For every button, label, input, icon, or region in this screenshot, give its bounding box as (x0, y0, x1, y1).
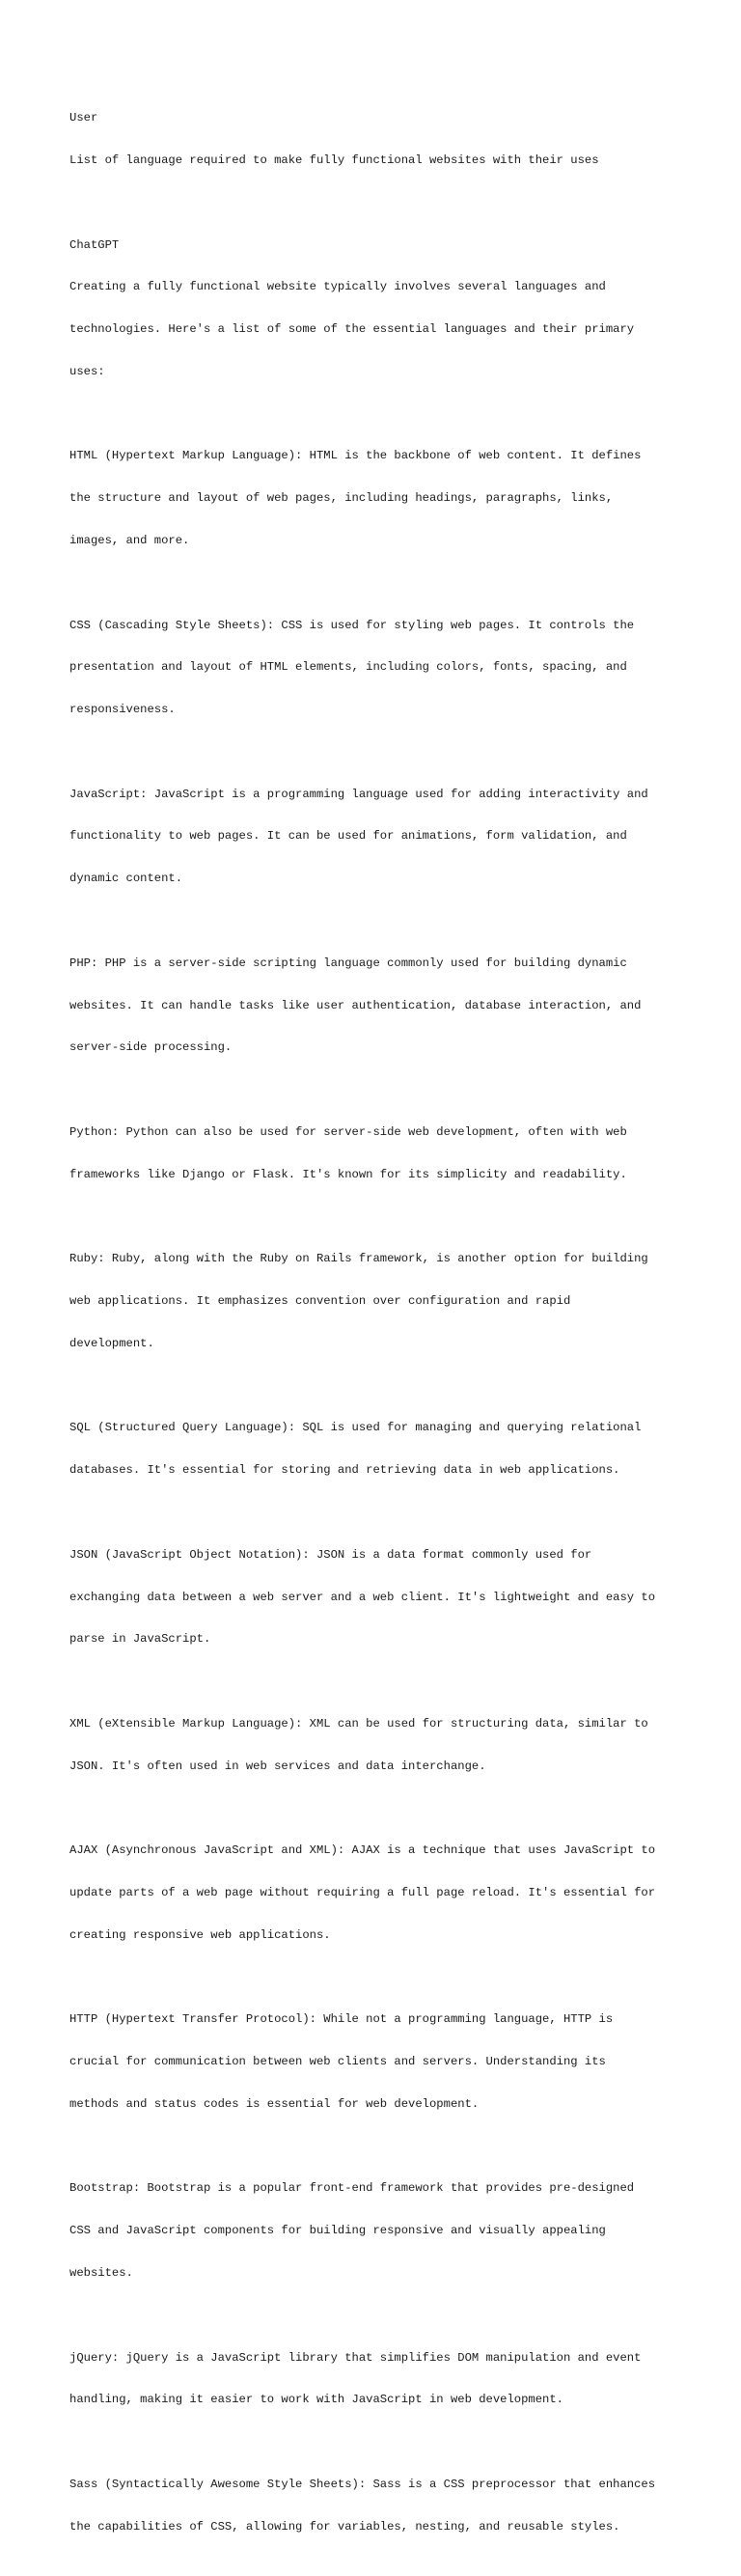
item-line: Bootstrap: Bootstrap is a popular front-end framework that provides pre-designed (69, 2181, 635, 2196)
list-item-json (69, 1520, 687, 1676)
item-line: HTML (Hypertext Markup Language): HTML is the backbone of web content. It defines (69, 449, 642, 463)
item-line: server-side processing. (69, 1040, 233, 1055)
item-line: handling, making it easier to work with JavaScript in web development. (69, 2393, 563, 2407)
item-line: exchanging data between a web server and a web client. It's lightweight and easy to (69, 1590, 656, 1604)
item-line: Ruby: Ruby, along with the Ruby on Rails framework, is another option for building (69, 1252, 648, 1266)
list-item-javascript (69, 760, 687, 915)
item-line: responsiveness. (69, 703, 176, 717)
item-line: Sass (Syntactically Awesome Style Sheets): Sass is a CSS preprocessor that enhances (69, 2477, 656, 2491)
item-line: SQL (Structured Query Language): SQL is used for managing and querying relational (69, 1421, 642, 1435)
list-item-http (69, 1984, 687, 2140)
item-line: Python: Python can also be used for server-side web development, often with web (69, 1124, 627, 1139)
item-line: websites. It can handle tasks like user authentication, database interaction, and (69, 998, 642, 1012)
item-line: dynamic content. (69, 872, 183, 886)
assistant-intro (69, 209, 687, 406)
list-item-ruby (69, 1224, 687, 1379)
intro-line: Creating a fully functional website typically involves several languages and (69, 280, 606, 294)
user-label: User (69, 111, 98, 125)
item-line: JSON (JavaScript Object Notation): JSON is a data format commonly used for (69, 1547, 592, 1562)
item-line: the structure and layout of web pages, including headings, paragraphs, links, (69, 491, 614, 506)
intro-line: uses: (69, 364, 105, 378)
item-line: parse in JavaScript. (69, 1632, 211, 1647)
item-line: functionality to web pages. It can be used for animations, form validation, and (69, 829, 627, 844)
item-line: CSS (Cascading Style Sheets): CSS is used for styling web pages. It controls the (69, 618, 635, 632)
document-content (69, 83, 687, 2576)
item-line: AJAX (Asynchronous JavaScript and XML): AJAX is a technique that uses JavaScript to (69, 1843, 656, 1858)
item-line: HTTP (Hypertext Transfer Protocol): While not a programming language, HTTP is (69, 2012, 614, 2027)
item-line: images, and more. (69, 534, 190, 547)
item-line: the capabilities of CSS, allowing for variables, nesting, and reusable styles. (69, 2519, 620, 2534)
list-item-php (69, 928, 687, 1084)
assistant-label: ChatGPT (69, 237, 120, 252)
item-line: presentation and layout of HTML elements, including colors, fonts, spacing, and (69, 660, 627, 675)
intro-line: technologies. Here's a list of some of the essential languages and their primary (69, 322, 635, 337)
list-item-ajax (69, 1815, 687, 1971)
item-line: XML (eXtensible Markup Language): XML can be used for structuring data, similar to (69, 1716, 648, 1731)
item-line: JSON. It's often used in web services and data interchange. (69, 1759, 486, 1773)
user-prompt: List of language required to make fully functional websites with their uses (69, 152, 599, 167)
list-item-jquery (69, 2322, 687, 2435)
list-item-css (69, 590, 687, 745)
list-item-sql (69, 1393, 687, 1506)
user-message (69, 83, 687, 196)
item-line: JavaScript: JavaScript is a programming language used for adding interactivity and (69, 787, 648, 801)
item-line: development. (69, 1336, 154, 1350)
item-line: update parts of a web page without requiring a full page reload. It's essential for (69, 1886, 656, 1899)
list-item-html (69, 421, 687, 576)
list-item-sass (69, 2450, 687, 2562)
item-line: web applications. It emphasizes convention over configuration and rapid (69, 1294, 571, 1309)
list-item-bootstrap (69, 2153, 687, 2309)
item-line: websites. (69, 2266, 133, 2281)
item-line: databases. It's essential for storing and retrieving data in web applications. (69, 1463, 620, 1478)
item-line: jQuery: jQuery is a JavaScript library that simplifies DOM manipulation and event (69, 2350, 642, 2365)
item-line: PHP: PHP is a server-side scripting language commonly used for building dynamic (69, 956, 627, 970)
item-line: frameworks like Django or Flask. It's known for its simplicity and readability. (69, 1167, 627, 1181)
item-line: creating responsive web applications. (69, 1927, 331, 1942)
item-line: crucial for communication between web clients and servers. Understanding its (69, 2055, 606, 2069)
list-item-python (69, 1097, 687, 1210)
item-line: CSS and JavaScript components for building responsive and visually appealing (69, 2224, 606, 2238)
list-item-xml (69, 1689, 687, 1802)
item-line: methods and status codes is essential for web development. (69, 2096, 480, 2111)
